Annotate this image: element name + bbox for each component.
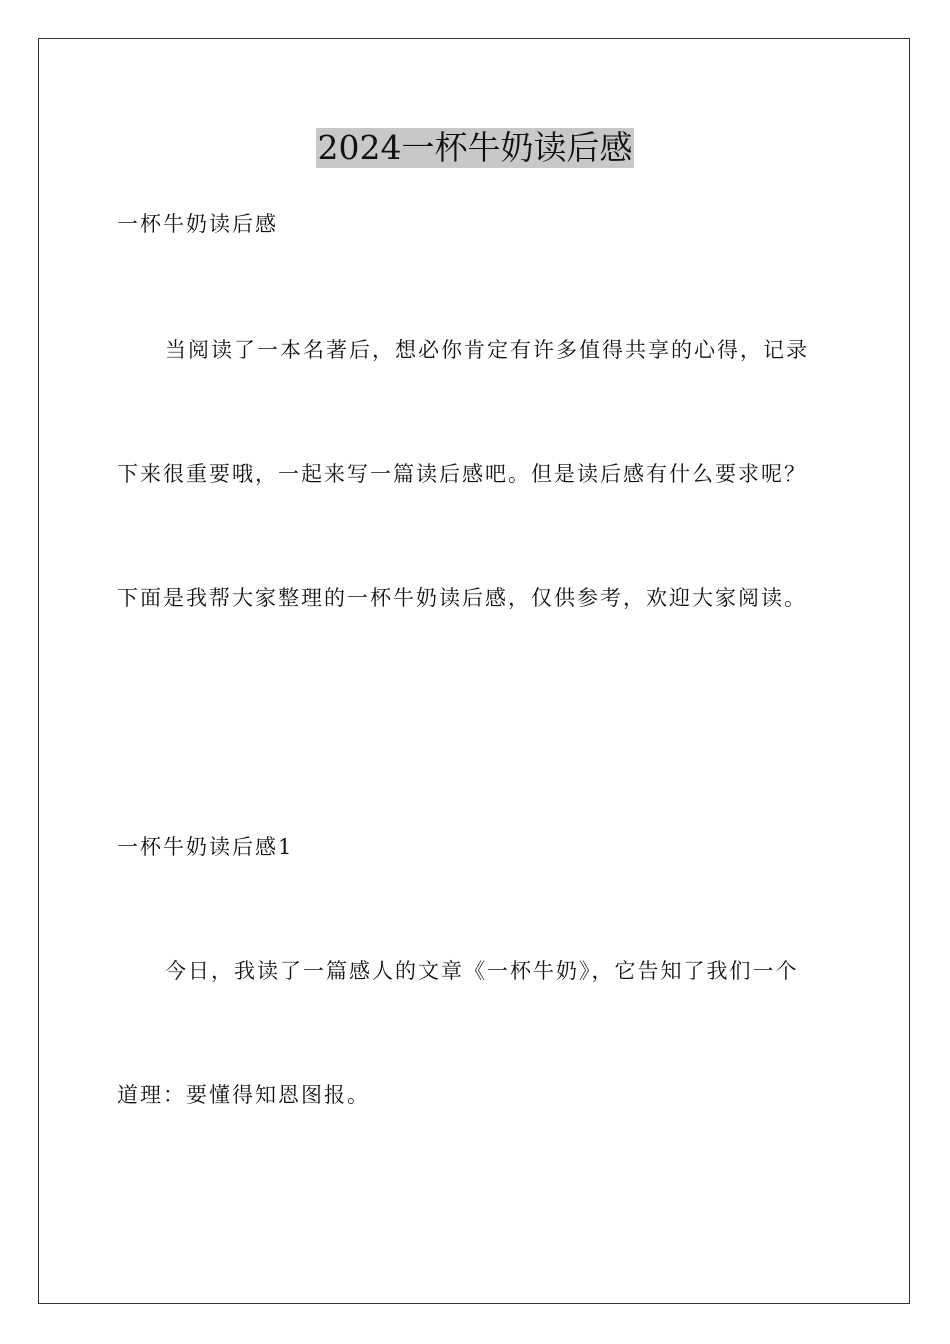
document-title: 2024一杯牛奶读后感 [317, 128, 633, 167]
section1-paragraph-line-2: 道理：要懂得知恩图报。 [117, 1083, 370, 1107]
document-subtitle: 一杯牛奶读后感 [117, 212, 278, 236]
intro-paragraph-line-1: 当阅读了一本名著后，想必你肯定有许多值得共享的心得，记录 [165, 338, 809, 362]
title-container [0, 128, 950, 168]
intro-paragraph-line-3: 下面是我帮大家整理的一杯牛奶读后感，仅供参考，欢迎大家阅读。 [117, 586, 807, 610]
section-heading-1: 一杯牛奶读后感1 [117, 835, 294, 859]
section1-paragraph-line-1: 今日，我读了一篇感人的文章《一杯牛奶》，它告知了我们一个 [165, 959, 799, 983]
intro-paragraph-line-2: 下来很重要哦，一起来写一篇读后感吧。但是读后感有什么要求呢？ [117, 462, 807, 486]
